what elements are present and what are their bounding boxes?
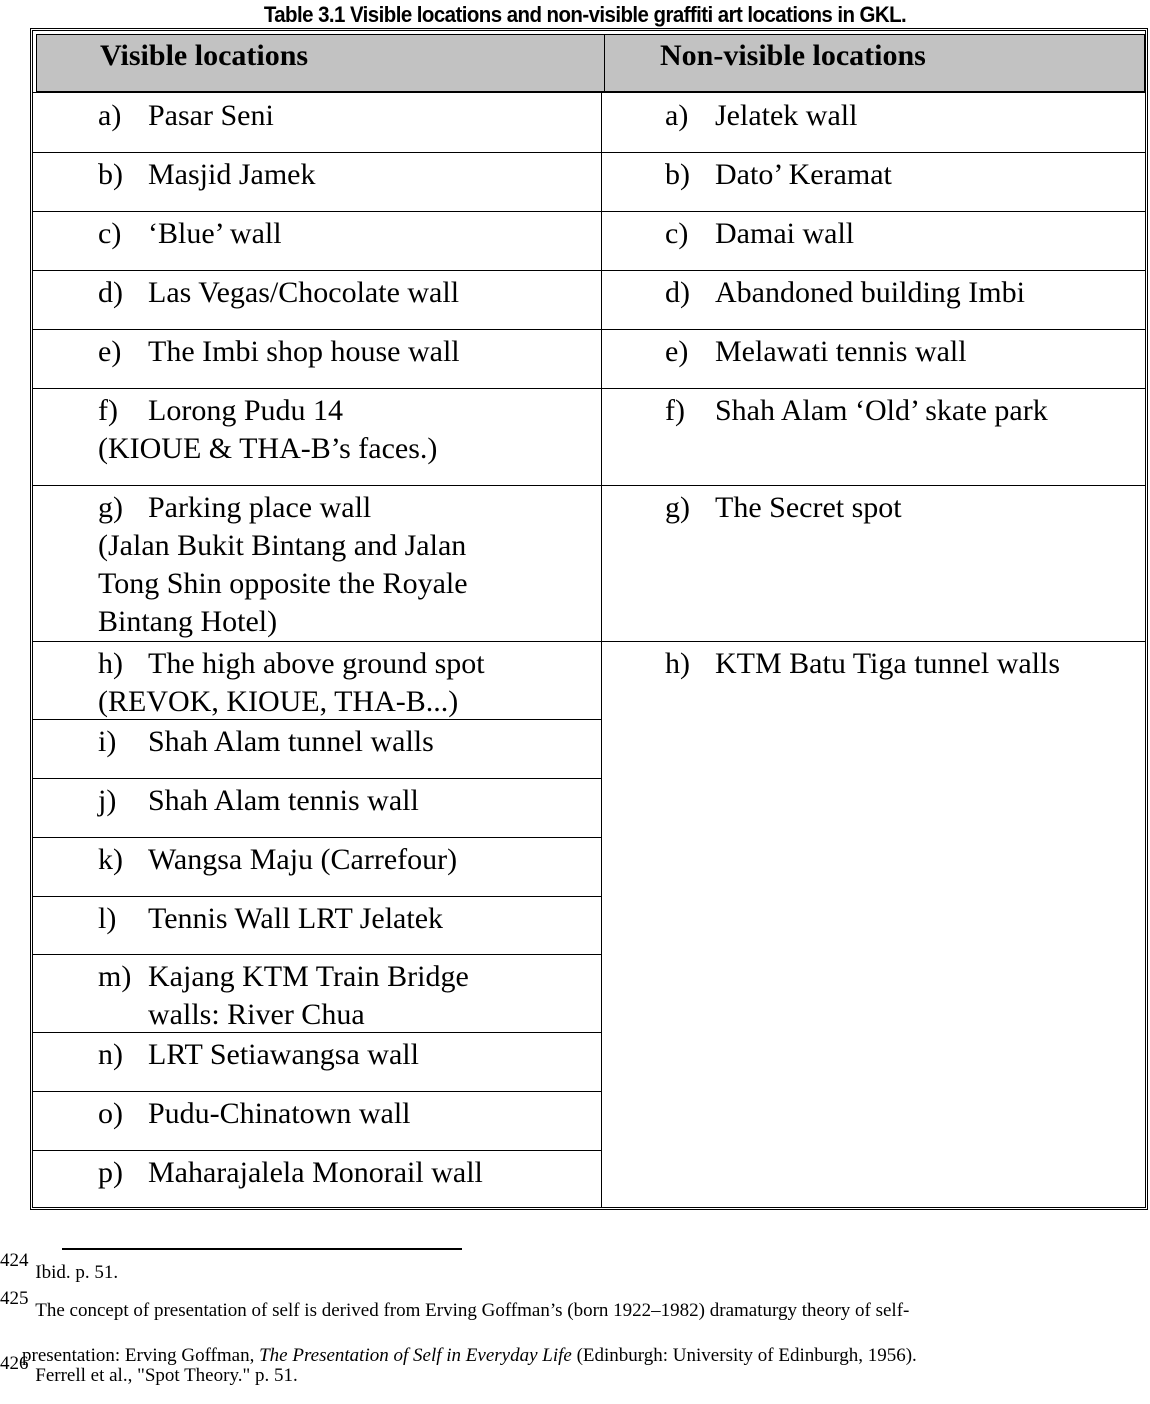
footnote-426: $^{426}$ Ferrell et al., "Spot Theory." p. 51. — [0, 1353, 298, 1386]
item-marker: a) — [665, 99, 689, 132]
item-note: (REVOK, KIOUE, THA-B...) — [98, 685, 459, 718]
item-text: Pasar Seni — [148, 99, 274, 132]
item-text: Melawati tennis wall — [715, 335, 967, 368]
footnote-425-continued: presentation: Erving Goffman, The Presentation of Self in Everyday Life (Edinburgh: University of Edinburgh, 1956). — [22, 1345, 917, 1366]
non-visible-location-5 — [665, 392, 1048, 430]
table-header-row — [36, 34, 1145, 92]
non-visible-location-1 — [665, 156, 892, 194]
footnote-rule — [62, 1248, 462, 1250]
item-text: Masjid Jamek — [148, 158, 316, 191]
visible-location-0 — [98, 97, 274, 135]
row-divider — [33, 1150, 601, 1151]
item-text: Maharajalela Monorail wall — [148, 1156, 483, 1189]
row-divider — [33, 388, 1145, 389]
non-visible-location-3 — [665, 274, 1025, 312]
item-marker: l) — [98, 902, 117, 935]
item-text: Dato’ Keramat — [715, 158, 892, 191]
item-note: Bintang Hotel) — [98, 605, 278, 638]
item-marker: f) — [98, 394, 118, 427]
visible-location-7 — [98, 645, 485, 721]
item-marker: k) — [98, 843, 123, 876]
header-visible-locations: Visible locations — [100, 39, 309, 72]
item-note: Tong Shin opposite the Royale — [98, 567, 468, 600]
visible-location-10 — [98, 841, 457, 879]
row-divider — [33, 1091, 601, 1092]
item-note: (KIOUE & THA-B’s faces.) — [98, 432, 438, 465]
visible-location-2 — [98, 215, 282, 253]
visible-location-8 — [98, 723, 434, 761]
item-marker: j) — [98, 784, 117, 817]
column-divider — [601, 92, 602, 1207]
item-marker: i) — [98, 725, 117, 758]
row-divider — [33, 896, 601, 897]
visible-location-12 — [98, 958, 469, 1034]
row-divider — [33, 329, 1145, 330]
item-text: Shah Alam tennis wall — [148, 784, 419, 817]
item-text: LRT Setiawangsa wall — [148, 1038, 419, 1071]
row-divider — [33, 641, 1145, 642]
item-text: The high above ground spot — [148, 647, 485, 680]
non-visible-location-7 — [665, 645, 1060, 683]
locations-table — [30, 28, 1148, 1210]
item-marker: h) — [98, 647, 123, 680]
item-text: Wangsa Maju (Carrefour) — [148, 843, 458, 876]
visible-location-4 — [98, 333, 460, 371]
item-text: Parking place wall — [148, 491, 372, 524]
visible-location-6 — [98, 489, 468, 641]
item-marker: c) — [98, 217, 122, 250]
item-text: ‘Blue’ wall — [148, 217, 282, 250]
item-marker: e) — [665, 335, 689, 368]
item-text: The Secret spot — [715, 491, 902, 524]
non-visible-location-2 — [665, 215, 854, 253]
item-continuation: walls: River Chua — [148, 998, 365, 1031]
item-marker: g) — [665, 491, 690, 524]
visible-location-5 — [98, 392, 437, 468]
header-non-visible-locations: Non-visible locations — [660, 39, 926, 72]
item-text: Shah Alam tunnel walls — [148, 725, 434, 758]
item-marker: d) — [665, 276, 690, 309]
item-marker: f) — [665, 394, 685, 427]
footnote-424: $^{424}$ Ibid. p. 51. — [0, 1250, 119, 1283]
item-marker: m) — [98, 960, 132, 993]
non-visible-location-0 — [665, 97, 857, 135]
item-marker: n) — [98, 1038, 123, 1071]
item-text: Damai wall — [715, 217, 855, 250]
row-divider — [33, 211, 1145, 212]
item-text: KTM Batu Tiga tunnel walls — [715, 647, 1061, 680]
book-title: The Presentation of Self in Everyday Life — [259, 1345, 572, 1366]
row-divider — [33, 152, 1145, 153]
item-text: Tennis Wall LRT Jelatek — [148, 902, 444, 935]
item-marker: p) — [98, 1156, 123, 1189]
item-marker: o) — [98, 1097, 123, 1130]
item-marker: b) — [98, 158, 123, 191]
non-visible-location-4 — [665, 333, 967, 371]
row-divider — [33, 485, 1145, 486]
visible-location-1 — [98, 156, 315, 194]
footnote-425: $^{425}$ The concept of presentation of self is derived from Erving Goffman’s (born 1922–1982) dramaturgy theory of self- — [0, 1288, 910, 1321]
visible-location-14 — [98, 1095, 411, 1133]
item-text: The Imbi shop house wall — [148, 335, 460, 368]
item-marker: e) — [98, 335, 122, 368]
visible-location-11 — [98, 900, 443, 938]
item-marker: c) — [665, 217, 689, 250]
item-marker: d) — [98, 276, 123, 309]
visible-location-9 — [98, 782, 419, 820]
item-marker: b) — [665, 158, 690, 191]
row-divider — [33, 954, 601, 955]
row-divider — [33, 270, 1145, 271]
row-divider — [33, 837, 601, 838]
item-marker: h) — [665, 647, 690, 680]
item-text: Abandoned building Imbi — [715, 276, 1025, 309]
visible-location-15 — [98, 1154, 483, 1192]
item-text: Pudu-Chinatown wall — [148, 1097, 411, 1130]
item-text: Jelatek wall — [715, 99, 858, 132]
table-caption: Table 3.1 Visible locations and non-visible graffiti art locations in GKL. — [263, 2, 907, 27]
item-text: Las Vegas/Chocolate wall — [148, 276, 460, 309]
item-marker: g) — [98, 491, 123, 524]
item-text: Shah Alam ‘Old’ skate park — [715, 394, 1048, 427]
non-visible-location-6 — [665, 489, 902, 527]
row-divider — [33, 778, 601, 779]
item-note: (Jalan Bukit Bintang and Jalan — [98, 529, 467, 562]
item-text: Kajang KTM Train Bridge — [148, 960, 469, 993]
item-marker: a) — [98, 99, 122, 132]
visible-location-13 — [98, 1036, 419, 1074]
visible-location-3 — [98, 274, 459, 312]
item-text: Lorong Pudu 14 — [148, 394, 343, 427]
